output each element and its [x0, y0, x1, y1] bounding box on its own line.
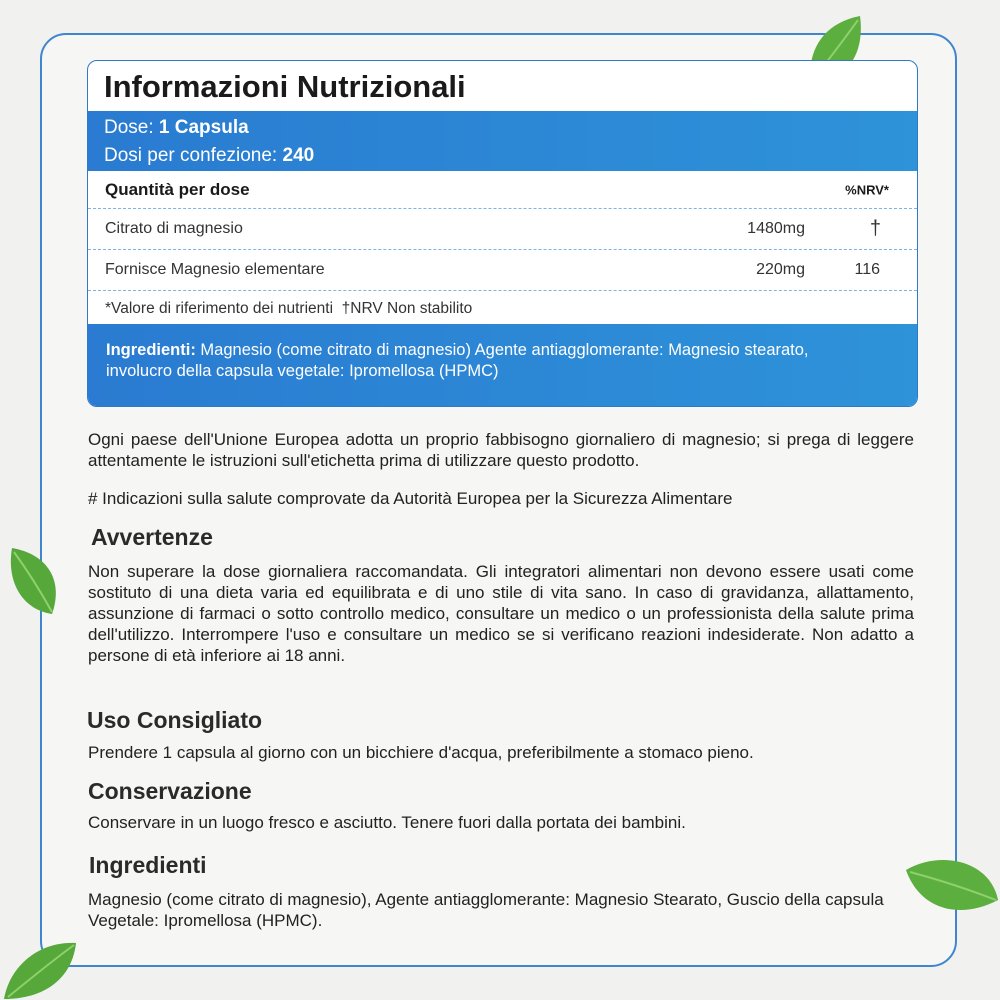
usage-heading: Uso Consigliato	[87, 707, 263, 733]
leaf-bottom-right-icon	[900, 850, 1000, 930]
warnings-heading: Avvertenze	[91, 524, 213, 550]
row-name: Fornisce Magnesio elementare	[105, 261, 325, 278]
dose-line	[104, 114, 917, 142]
row-nrv: 116	[854, 261, 880, 278]
health-claim: # Indicazioni sulla salute comprovate da Autorità Europea per la Sicurezza Alimentare	[88, 489, 733, 508]
dose-value: 1 Capsula	[158, 117, 249, 138]
footnote: *Valore di riferimento dei nutrienti †NRV Non stabilito	[105, 300, 473, 317]
ingredients-body: Magnesio (come citrato di magnesio), Agente antiagglomerante: Magnesio Stearato, Guscio della capsula Vegetale: Ipromellosa (HPMC).	[88, 890, 884, 930]
ingredients-label: Ingredienti:	[106, 341, 196, 359]
servings-line	[104, 142, 917, 170]
row-amount: 1480mg	[747, 220, 805, 237]
row-nrv: †	[869, 217, 881, 240]
storage-text: Conservare in un luogo fresco e asciutto. Tenere fuori dalla portata dei bambini.	[88, 813, 686, 832]
dose-label: Dose:	[104, 117, 154, 138]
row-name: Citrato di magnesio	[105, 220, 243, 237]
servings-label: Dosi per confezione:	[104, 145, 278, 166]
ingredients-text: Magnesio (come citrato di magnesio) Agente antiagglomerante: Magnesio stearato, involucro della capsula vegetale: Ipromellosa (HPMC)	[106, 341, 809, 380]
warnings-text: Non superare la dose giornaliera raccomandata. Gli integratori alimentari non devono essere usati come sostituto di una dieta varia ed equilibrata e di uno stile di vita sano. In caso di gravidanza, allattamento, assunzione di farmaci o sotto controllo medico, consultare un medico o un professionista della salute prima dell'utilizzo. Interrompere l'uso e consultare un medico se si verificano reazioni indesiderate. Non adatto a persone di età inferiore ai 18 anni.	[88, 562, 914, 665]
leaf-left-icon	[2, 540, 72, 620]
nutrition-panel	[87, 60, 918, 407]
table-row	[88, 250, 917, 291]
servings-value: 240	[282, 145, 315, 166]
ingredients-heading: Ingredienti	[89, 852, 207, 878]
leaf-bottom-left-icon	[0, 935, 80, 1000]
intro-text: Ogni paese dell'Unione Europea adotta un proprio fabbisogno giornaliero di magnesio; si prega di leggere attentamente le istruzioni sull'etichetta prima di utilizzare questo prodotto.	[88, 430, 914, 470]
table-header	[88, 171, 917, 209]
footnote-row	[88, 291, 917, 327]
header-quantity: Quantità per dose	[105, 179, 250, 199]
header-nrv: %NRV*	[845, 182, 889, 197]
panel-title: Informazioni Nutrizionali	[104, 69, 466, 104]
dose-band	[88, 111, 917, 171]
row-amount: 220mg	[756, 261, 805, 278]
ingredients-band	[88, 324, 917, 406]
table-row	[88, 209, 917, 250]
storage-heading: Conservazione	[88, 778, 252, 804]
usage-text: Prendere 1 capsula al giorno con un bicchiere d'acqua, preferibilmente a stomaco pieno.	[88, 743, 754, 762]
